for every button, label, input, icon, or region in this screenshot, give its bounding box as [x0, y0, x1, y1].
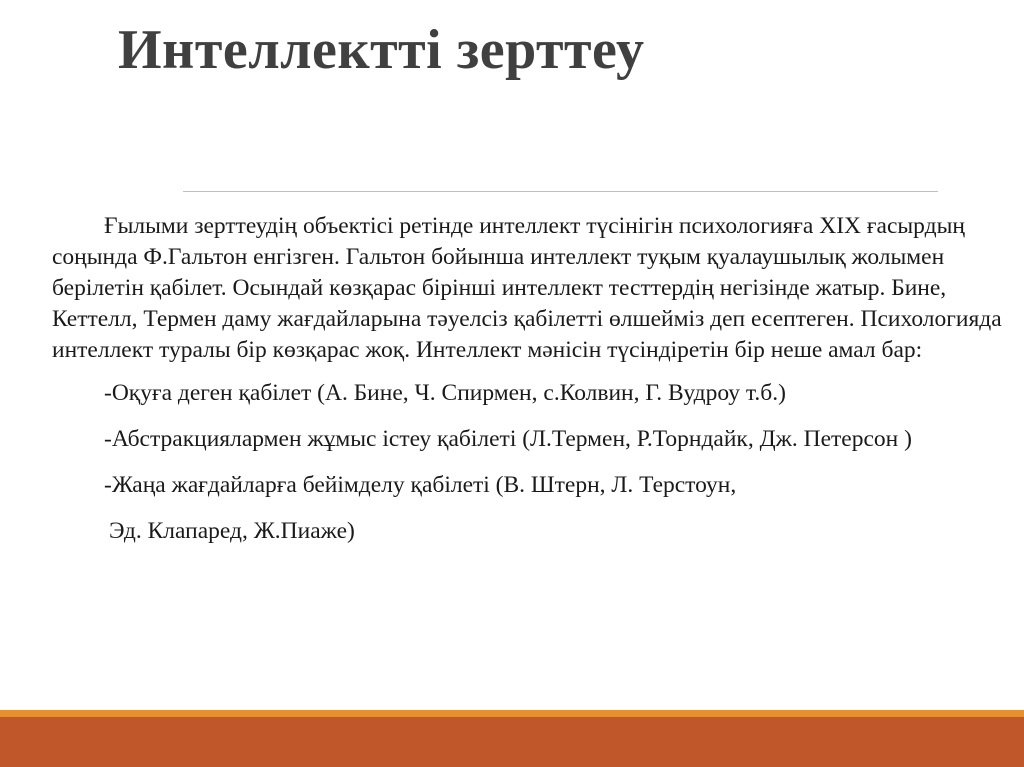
slide-body: [52, 211, 1002, 547]
intro-paragraph: Ғылыми зерттеудің объектісі ретінде интеллект түсінігін психологияға XIX ғасырдың соңында Ф.Гальтон енгізген. Гальтон бойынша интеллект туқым қуалаушылық жолымен берілетін қабілет. Осындай көзқарас бірінші интеллект тесттердің негізінде жатыр. Бине, Кеттелл, Термен даму жағдайларына тәуелсіз қабілетті өлшейміз деп есептеген. Психологияда интеллект туралы бір көзқарас жоқ. Интеллект мәнісін түсіндіретін бір неше амал бар:: [52, 213, 1002, 363]
bottom-band-accent-stripe: [0, 710, 1024, 717]
list-item-adaptation-continued: Эд. Клапаред, Ж.Пиаже): [109, 518, 355, 544]
list-item-abstraction: -Абстракциялармен жұмыс істеу қабілеті (Л.Термен, Р.Торндайк, Дж. Петерсон ): [104, 426, 912, 452]
title-divider: [183, 191, 938, 192]
slide-title: Интеллектті зерттеу: [118, 19, 645, 81]
list-item-learning: -Оқуға деген қабілет (А. Бине, Ч. Спирмен, с.Колвин, Г. Вудроу т.б.): [104, 380, 786, 406]
bottom-band-main-stripe: [0, 717, 1024, 767]
bottom-decorative-band: [0, 710, 1024, 767]
list-item-adaptation: -Жаңа жағдайларға бейімделу қабілеті (В. Штерн, Л. Терстоун,: [104, 472, 737, 498]
